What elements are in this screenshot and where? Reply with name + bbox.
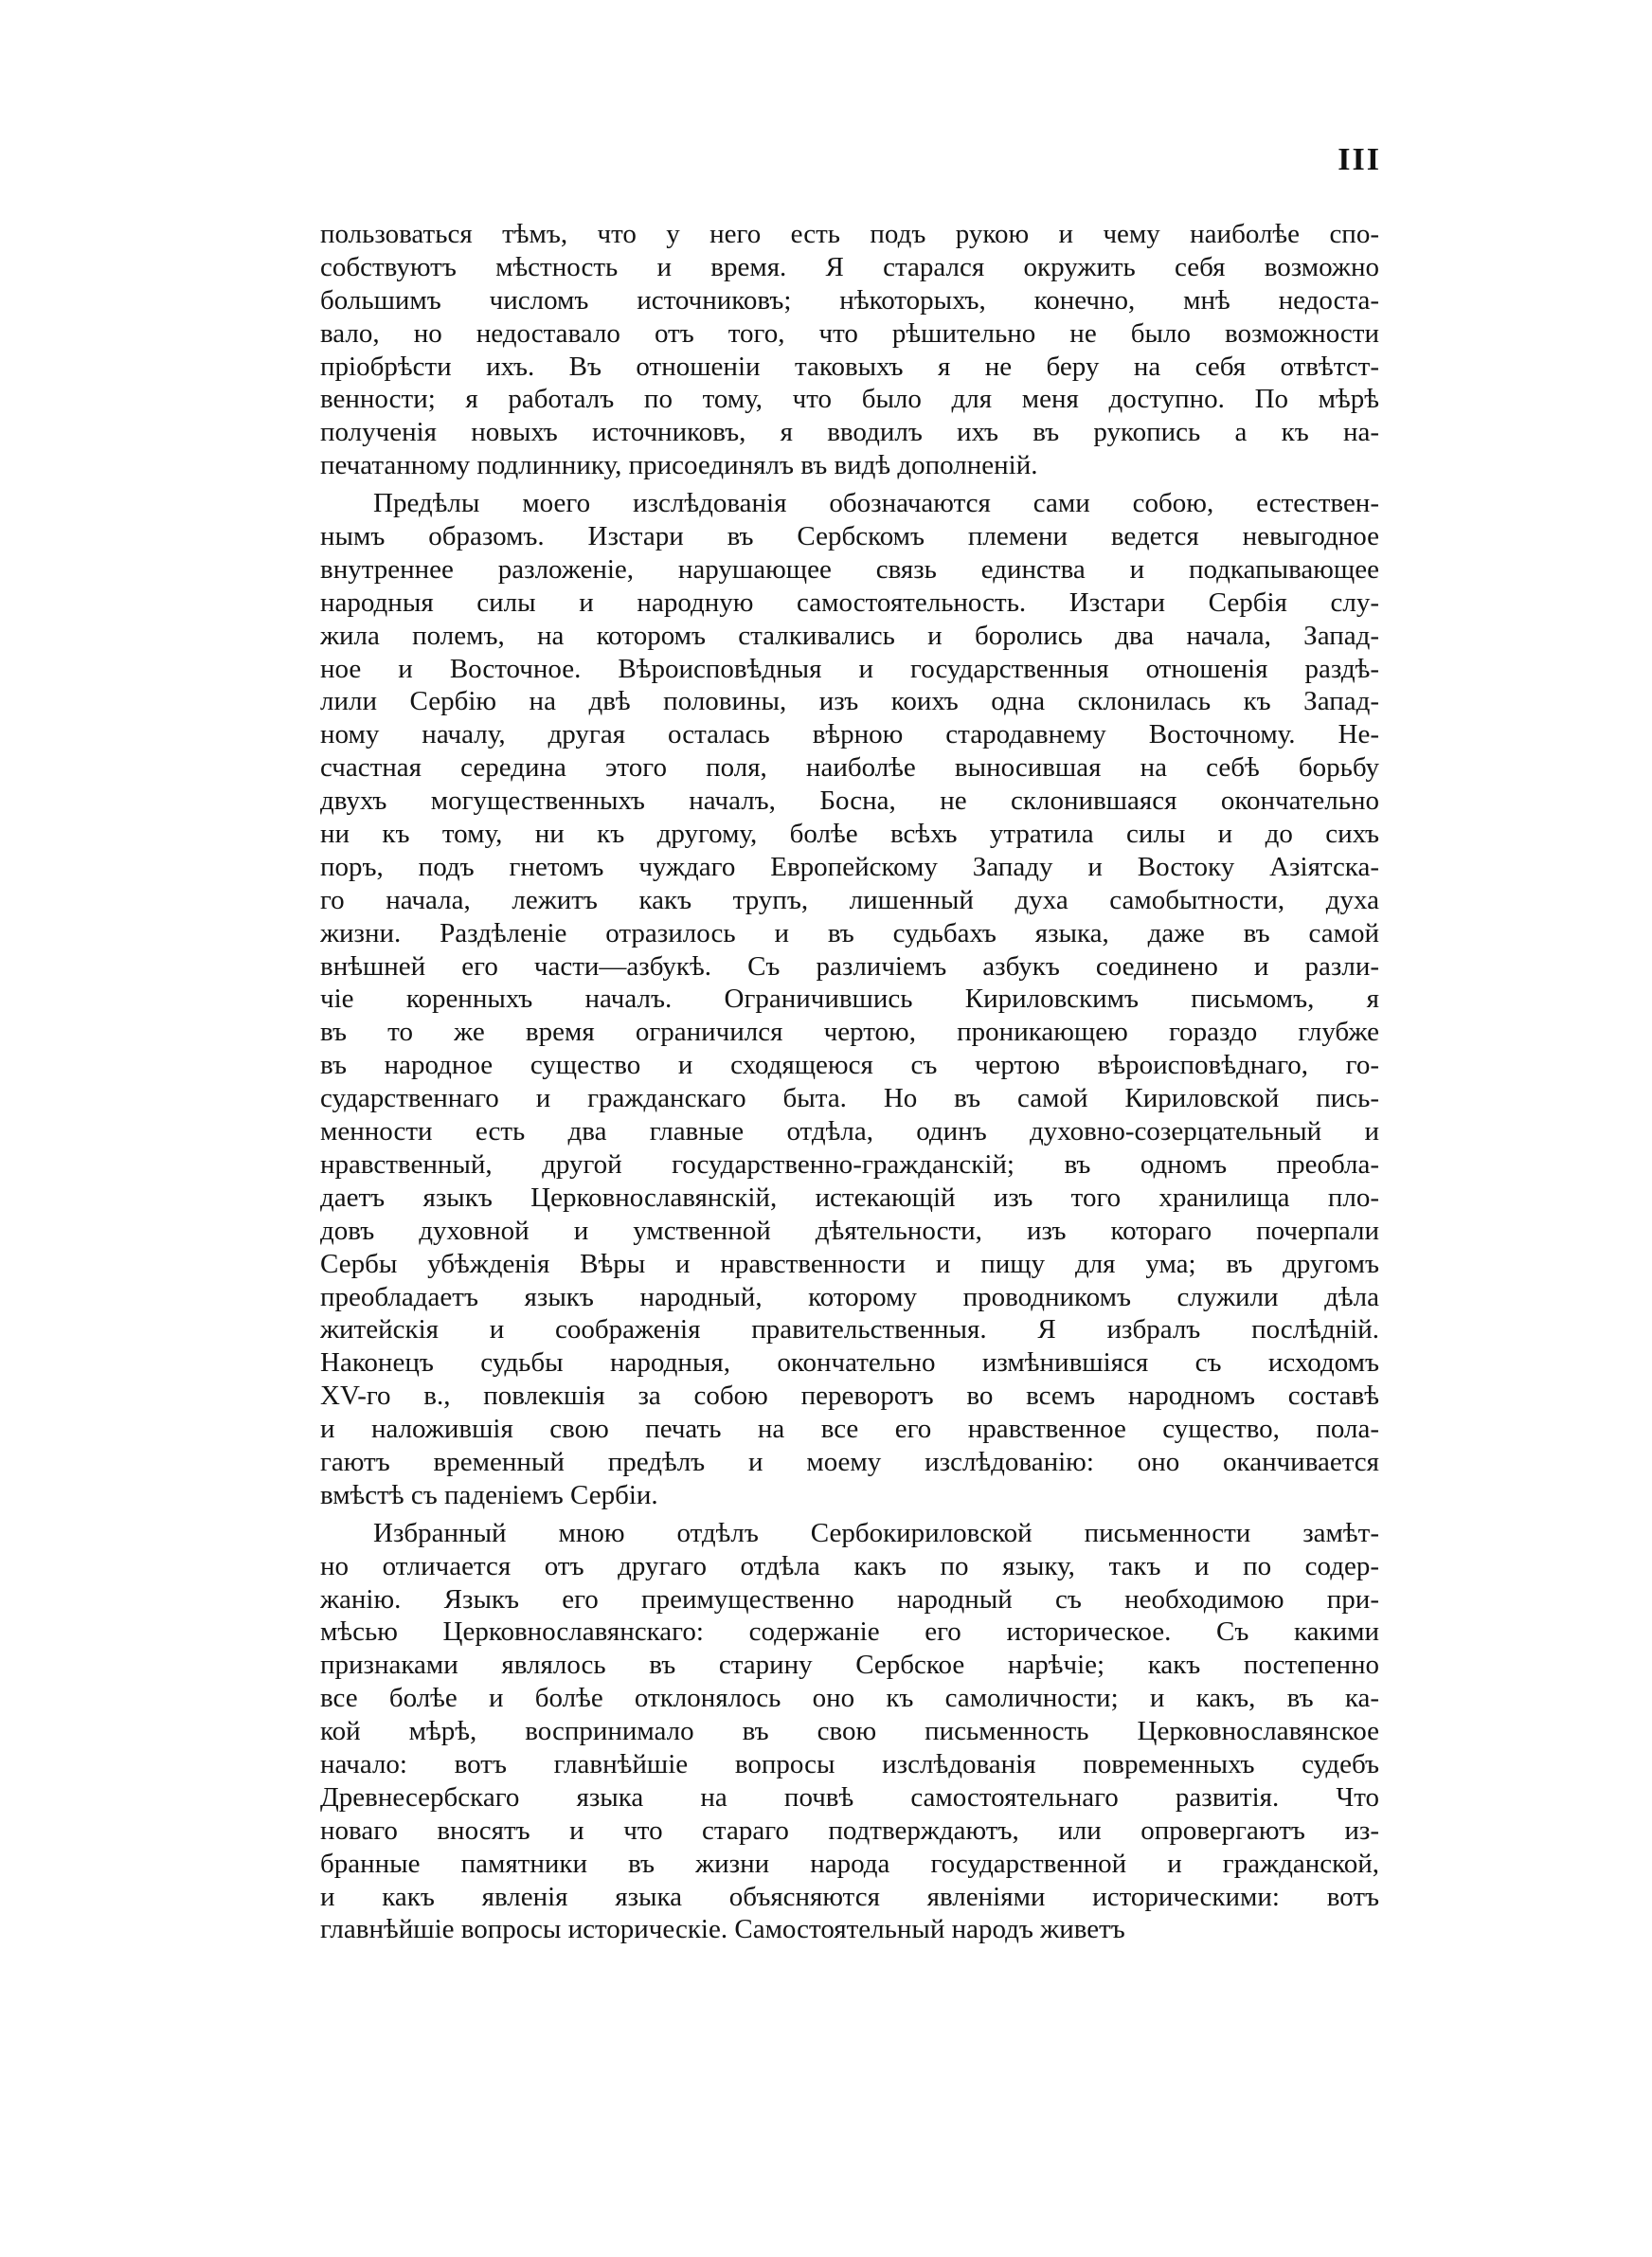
text-line: Сербы убѣжденія Вѣры и нравственности и пищу для ума; въ другомъ [320,1248,1379,1279]
text-line: кой мѣрѣ, воспринимало въ свою письменность Церковнославянское [320,1716,1379,1747]
body-text [320,218,1379,1951]
text-line: чіе коренныхъ началъ. Ограничившись Кириловскимъ письмомъ, я [320,984,1379,1015]
text-line: ному началу, другая осталась вѣрною стародавнему Восточному. Не- [320,719,1379,750]
text-line: счастная середина этого поля, наиболѣе выносившая на себѣ борьбу [320,752,1379,784]
text-line: и какъ явленія языка объясняются явленіями историческими: вотъ [320,1881,1379,1912]
text-line: лили Сербію на двѣ половины, изъ коихъ одна склонилась къ Запад- [320,686,1379,717]
text-line: въ то же время ограничился чертою, проникающею гораздо глубже [320,1017,1379,1048]
paragraph [320,218,1379,482]
text-line: го начала, лежитъ какъ трупъ, лишенный духа самобытности, духа [320,884,1379,915]
text-line: новаго вносятъ и что стараго подтверждаютъ, или опровергаютъ из- [320,1815,1379,1846]
text-line: Наконецъ судьбы народныя, окончательно измѣнившіяся съ исходомъ [320,1347,1379,1379]
text-line: вало, но недоставало отъ того, что рѣшительно не было возможности [320,317,1379,349]
text-line: полученія новыхъ источниковъ, я вводилъ ихъ въ рукопись а къ на- [320,417,1379,448]
text-line: внутреннее разложеніе, нарушающее связь единства и подкапывающее [320,553,1379,585]
text-line: печатанному подлиннику, присоединялъ въ видѣ дополненій. [320,450,1038,481]
text-line: менности есть два главные отдѣла, одинъ духовно-созерцательный и [320,1116,1379,1147]
text-line: мѣсью Церковнославянскаго: содержаніе его историческое. Съ какими [320,1616,1379,1648]
paragraph [320,1517,1379,1947]
text-line: бранные памятники въ жизни народа государственной и гражданской, [320,1848,1379,1879]
text-line: гаютъ временный предѣлъ и моему изслѣдованію: оно оканчивается [320,1446,1379,1477]
text-line: венности; я работалъ по тому, что было для меня доступно. По мѣрѣ [320,384,1379,415]
text-line: пользоваться тѣмъ, что у него есть подъ рукою и чему наиболѣе спо- [320,219,1379,249]
text-line: но отличается отъ другаго отдѣла какъ по языку, такъ и по содер- [320,1550,1379,1581]
text-line: собствуютъ мѣстность и время. Я старался окружить себя возможно [320,251,1379,282]
text-line: Древнесербскаго языка на почвѣ самостоятельнаго развитія. Что [320,1781,1379,1813]
text-line: ное и Восточное. Вѣроисповѣдныя и государственныя отношенія раздѣ- [320,653,1379,684]
text-line: жила полемъ, на которомъ сталкивались и боролись два начала, Запад- [320,620,1379,651]
text-line: сударственнаго и гражданскаго быта. Но въ самой Кириловской пись- [320,1083,1379,1114]
text-line: большимъ числомъ источниковъ; нѣкоторыхъ, конечно, мнѣ недоста- [320,284,1379,316]
text-line: и наложившія свою печать на все его нравственное существо, пола- [320,1414,1379,1445]
text-line: ни къ тому, ни къ другому, болѣе всѣхъ утратила силы и до сихъ [320,819,1379,850]
text-line: Предѣлы моего изслѣдованія обозначаются сами собою, естествен- [373,488,1379,519]
text-line: преобладаетъ языкъ народный, которому проводникомъ служили дѣла [320,1281,1379,1312]
text-line: нравственный, другой государственно-гражданскій; въ одномъ преобла- [320,1148,1379,1180]
paragraph [320,487,1379,1512]
text-line: поръ, подъ гнетомъ чуждаго Европейскому Западу и Востоку Азіятска- [320,851,1379,882]
page-number: III [1338,142,1381,177]
text-line: признаками являлось въ старину Сербское нарѣчіе; какъ постепенно [320,1650,1379,1681]
text-line: внѣшней его части—азбукѣ. Съ различіемъ азбукъ соединено и разли- [320,950,1379,982]
text-line: житейскія и соображенія правительственныя. Я избралъ послѣдній. [320,1314,1379,1345]
text-line: пріобрѣсти ихъ. Въ отношеніи таковыхъ я не беру на себя отвѣтст- [320,351,1379,382]
text-line: начало: вотъ главнѣйшіе вопросы изслѣдованія повременныхъ судебъ [320,1748,1379,1779]
text-line: довъ духовной и умственной дѣятельности, изъ котораго почерпали [320,1215,1379,1246]
text-line: даетъ языкъ Церковнославянскій, истекающій изъ того хранилища пло- [320,1182,1379,1213]
text-line: жанію. Языкъ его преимущественно народный съ необходимою при- [320,1583,1379,1615]
text-line: двухъ могущественныхъ началъ, Босна, не склонившаяся окончательно [320,785,1379,817]
text-line: жизни. Раздѣленіе отразилось и въ судьбахъ языка, даже въ самой [320,917,1379,948]
text-line: XV-го в., повлекшія за собою переворотъ во всемъ народномъ составѣ [320,1381,1379,1412]
text-line: Избранный мною отдѣлъ Сербокириловской письменности замѣт- [373,1517,1379,1548]
text-line: въ народное существо и сходящеюся съ чертою вѣроисповѣднаго, го- [320,1050,1379,1081]
text-line: вмѣстѣ съ паденіемъ Сербіи. [320,1479,658,1510]
text-line: все болѣе и болѣе отклонялось оно къ самоличности; и какъ, въ ка- [320,1683,1379,1714]
text-line: нымъ образомъ. Изстари въ Сербскомъ племени ведется невыгодное [320,521,1379,552]
text-line: главнѣйшіе вопросы историческіе. Самостоятельный народъ живетъ [320,1914,1125,1945]
text-line: народныя силы и народную самостоятельность. Изстари Сербія слу- [320,587,1379,618]
